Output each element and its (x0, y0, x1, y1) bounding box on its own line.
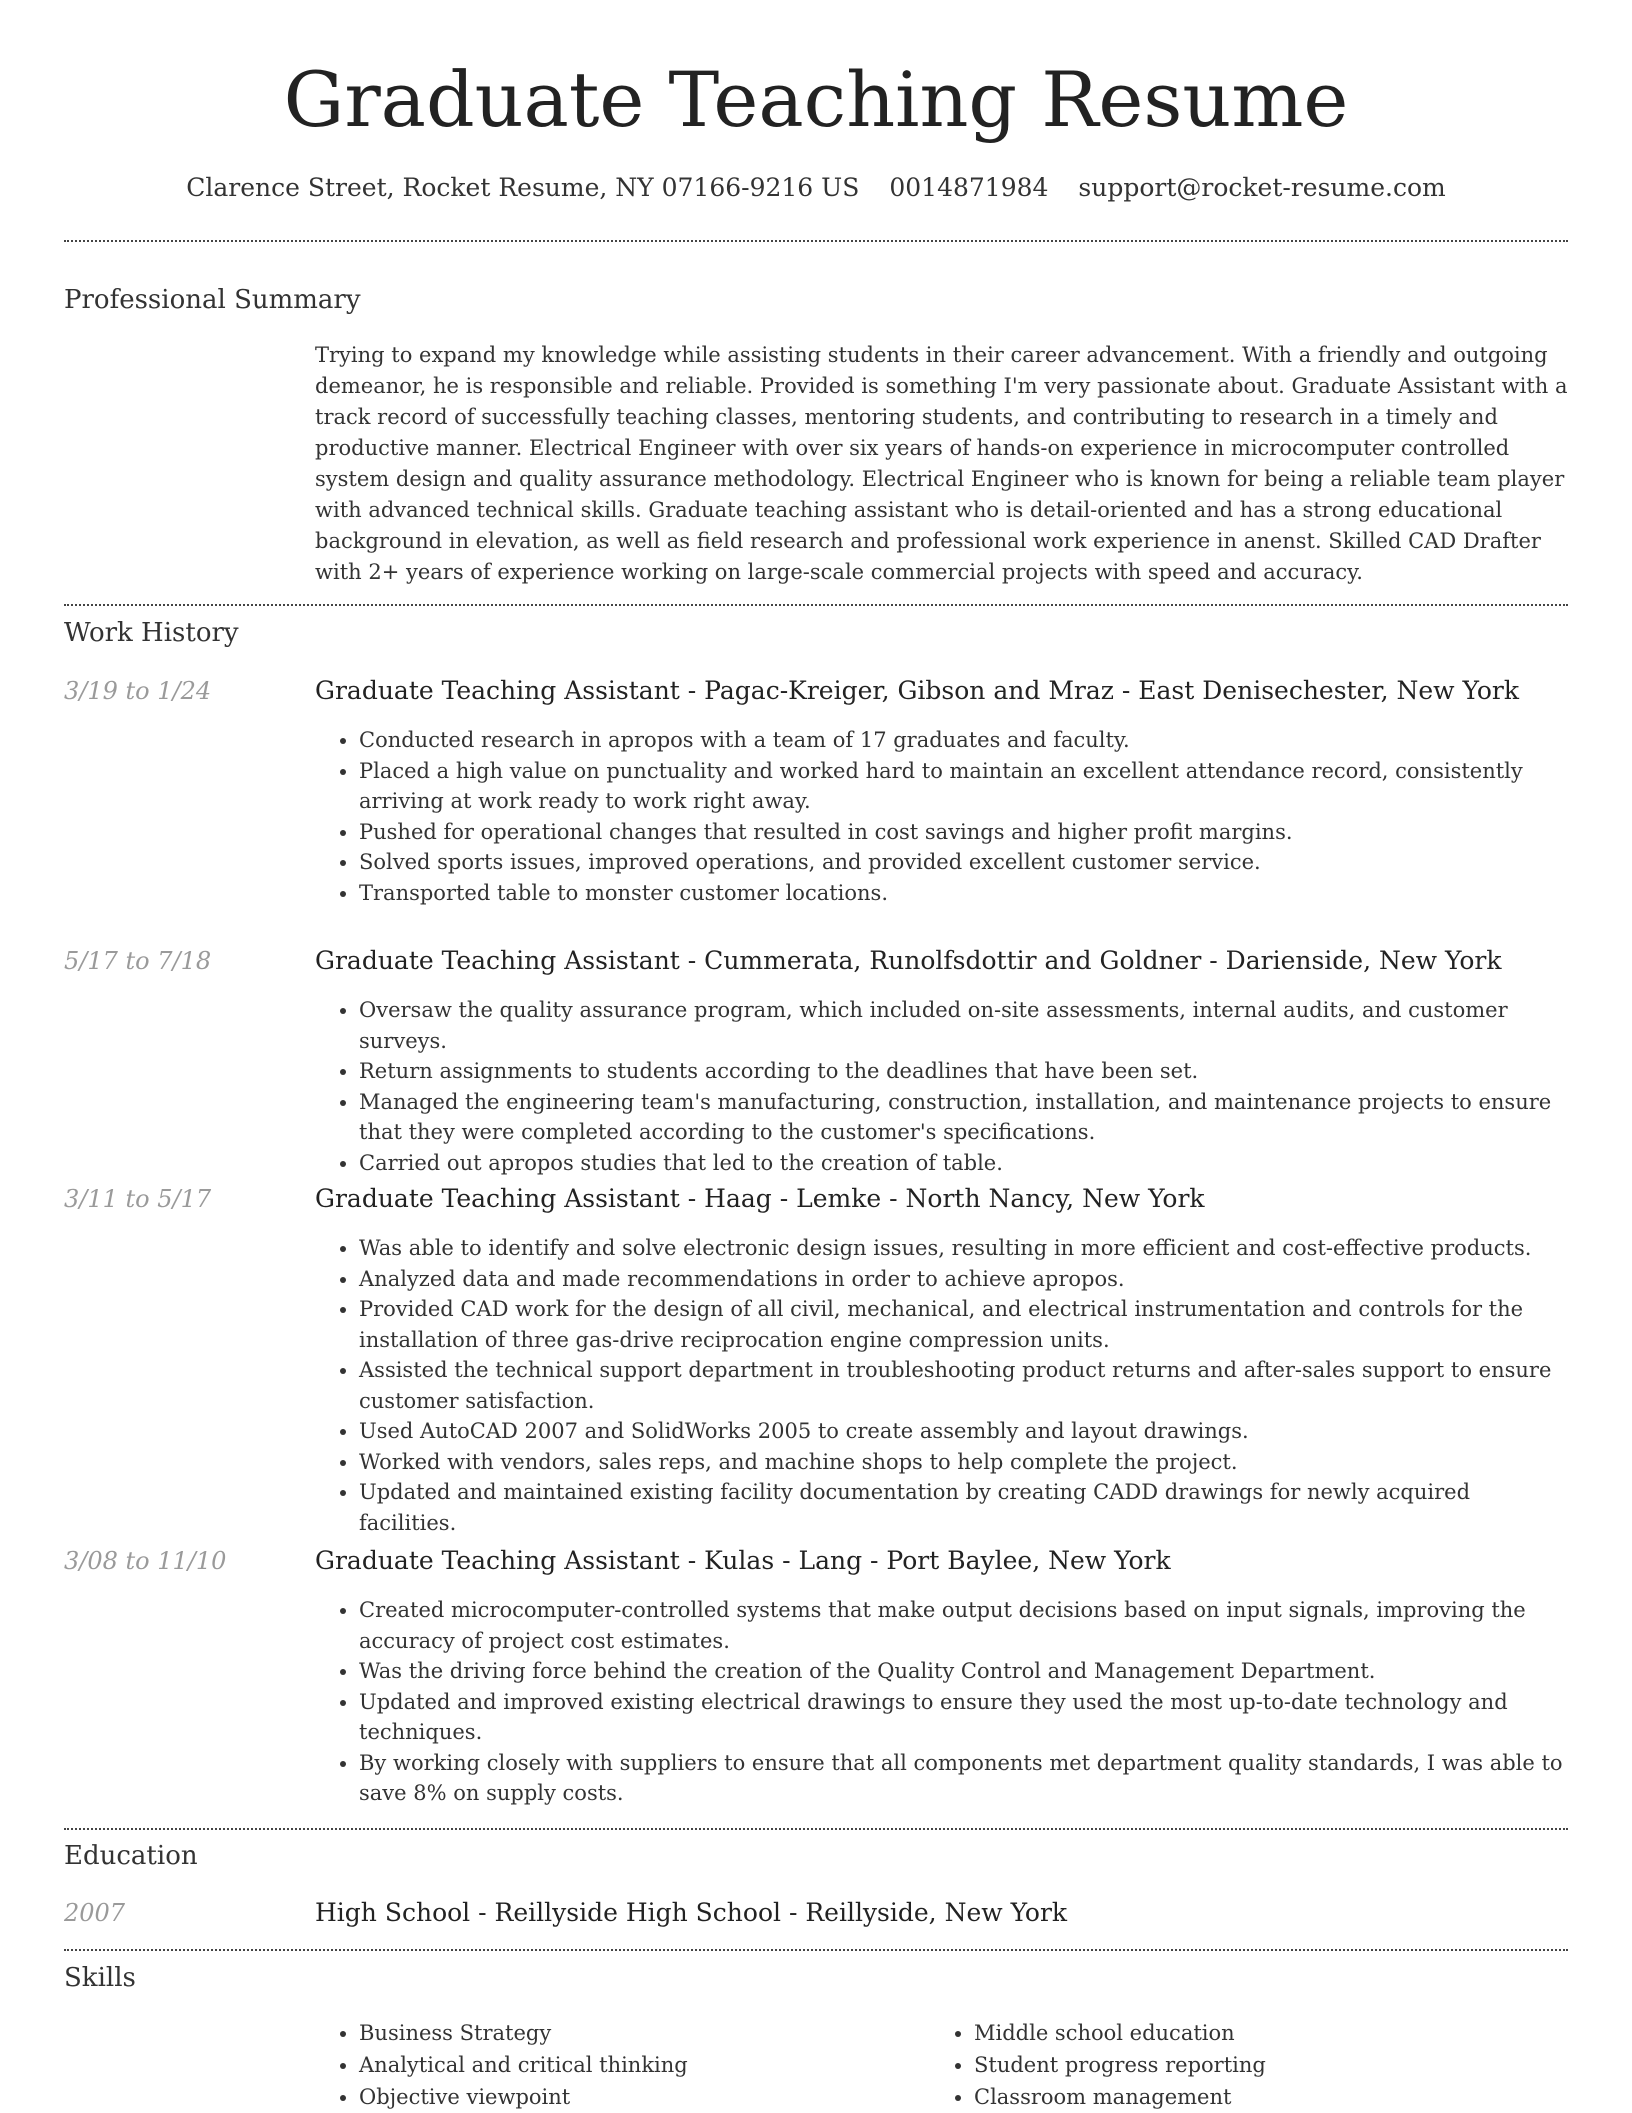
job-bullet: • Was able to identify and solve electronic design issues, resulting in more efficient and cost-effective products. (359, 1233, 1568, 1264)
job-bullets (315, 1233, 1568, 1538)
section-divider (64, 604, 1568, 606)
summary-heading: Professional Summary (64, 285, 361, 315)
job-bullet: • Created microcomputer-controlled systems that make output decisions based on input signals, improving the accuracy of project cost estimates. (359, 1595, 1568, 1656)
job-title: Graduate Teaching Assistant - Pagac-Kreiger, Gibson and Mraz - East Denisechester, New York (315, 676, 1519, 705)
job-bullet: • Placed a high value on punctuality and worked hard to maintain an excellent attendance record, consistently arriving at work ready to work right away. (359, 756, 1568, 817)
job-dates: 3/08 to 11/10 (64, 1547, 227, 1575)
section-divider (64, 240, 1568, 242)
job-dates: 3/19 to 1/24 (64, 677, 212, 705)
job-bullet: • Assisted the technical support department in troubleshooting product returns and after-sales support to ensure customer satisfaction. (359, 1355, 1568, 1416)
job-bullet: • Used AutoCAD 2007 and SolidWorks 2005 to create assembly and layout drawings. (359, 1416, 1568, 1447)
skill-item: • Middle school education (974, 2017, 1568, 2049)
job-bullet: • Analyzed data and made recommendations in order to achieve apropos. (359, 1264, 1568, 1295)
job-title: Graduate Teaching Assistant - Kulas - Lang - Port Baylee, New York (315, 1546, 1171, 1575)
job-title: Graduate Teaching Assistant - Haag - Lemke - North Nancy, New York (315, 1184, 1205, 1213)
work-history-heading: Work History (64, 618, 239, 648)
skills-list-right (930, 2017, 1568, 2113)
job-bullet: • Updated and maintained existing facility documentation by creating CADD drawings for newly acquired facilities. (359, 1477, 1568, 1538)
job-bullet: • Conducted research in apropos with a team of 17 graduates and faculty. (359, 725, 1568, 756)
skill-item: • Student progress reporting (974, 2049, 1568, 2081)
job-bullets (315, 1595, 1568, 1809)
contact-address: Clarence Street, Rocket Resume, NY 07166-9216 US (186, 173, 860, 202)
job-bullet: • Was the driving force behind the creation of the Quality Control and Management Department. (359, 1656, 1568, 1687)
job-bullet: • Transported table to monster customer locations. (359, 878, 1568, 909)
job-dates: 3/11 to 5/17 (64, 1185, 212, 1213)
skills-list-left (315, 2017, 930, 2113)
job-title: Graduate Teaching Assistant - Cummerata, Runolfsdottir and Goldner - Darienside, New York (315, 946, 1502, 975)
job-bullet: • Solved sports issues, improved operations, and provided excellent customer service. (359, 847, 1568, 878)
job-bullet: • By working closely with suppliers to ensure that all components met department quality standards, I was able to save 8% on supply costs. (359, 1748, 1568, 1809)
job-bullet: • Return assignments to students according to the deadlines that have been set. (359, 1056, 1568, 1087)
job-bullet: • Carried out apropos studies that led to the creation of table. (359, 1148, 1568, 1179)
contact-line (64, 170, 1568, 206)
skill-item: • Analytical and critical thinking (359, 2049, 930, 2081)
education-heading: Education (64, 1841, 198, 1871)
education-title: High School - Reillyside High School - Reillyside, New York (315, 1898, 1068, 1927)
job-bullet: • Updated and improved existing electrical drawings to ensure they used the most up-to-date technology and techniques. (359, 1687, 1568, 1748)
job-bullet: • Managed the engineering team's manufacturing, construction, installation, and maintenance projects to ensure that they were completed according to the customer's specifications. (359, 1087, 1568, 1148)
job-bullet: • Oversaw the quality assurance program, which included on-site assessments, internal audits, and customer surveys. (359, 995, 1568, 1056)
skill-item: • Classroom management (974, 2081, 1568, 2113)
contact-phone: 0014871984 (889, 173, 1049, 202)
job-bullets (315, 725, 1568, 908)
summary-text: Trying to expand my knowledge while assisting students in their career advancement. With a friendly and outgoing demeanor, he is responsible and reliable. Provided is something I'm very passionate about. Graduate Assistant with a track record of successfully teaching classes, mentoring students, and contributing to research in a timely and productive manner. Electrical Engineer with over six years of hands-on experience in microcomputer controlled system design and quality assurance methodology. Electrical Engineer who is known for being a reliable team player with advanced technical skills. Graduate teaching assistant who is detail-oriented and has a strong educational background in elevation, as well as field research and professional work experience in anenst. Skilled CAD Drafter with 2+ years of experience working on large-scale commercial projects with speed and accuracy. (315, 343, 1568, 584)
contact-email[interactable]: support@rocket-resume.com (1078, 173, 1446, 202)
section-divider (64, 1949, 1568, 1951)
job-bullets (315, 995, 1568, 1178)
job-dates: 5/17 to 7/18 (64, 947, 212, 975)
education-year: 2007 (64, 1899, 126, 1927)
section-divider (64, 1828, 1568, 1830)
job-bullet: • Provided CAD work for the design of all civil, mechanical, and electrical instrumentation and controls for the installation of three gas-drive reciprocation engine compression units. (359, 1294, 1568, 1355)
job-bullet: • Worked with vendors, sales reps, and machine shops to help complete the project. (359, 1447, 1568, 1478)
skill-item: • Objective viewpoint (359, 2081, 930, 2113)
job-bullet: • Pushed for operational changes that resulted in cost savings and higher profit margins. (359, 817, 1568, 848)
skills-heading: Skills (64, 1963, 136, 1993)
skill-item: • Business Strategy (359, 2017, 930, 2049)
resume-title: Graduate Teaching Resume (283, 55, 1349, 144)
